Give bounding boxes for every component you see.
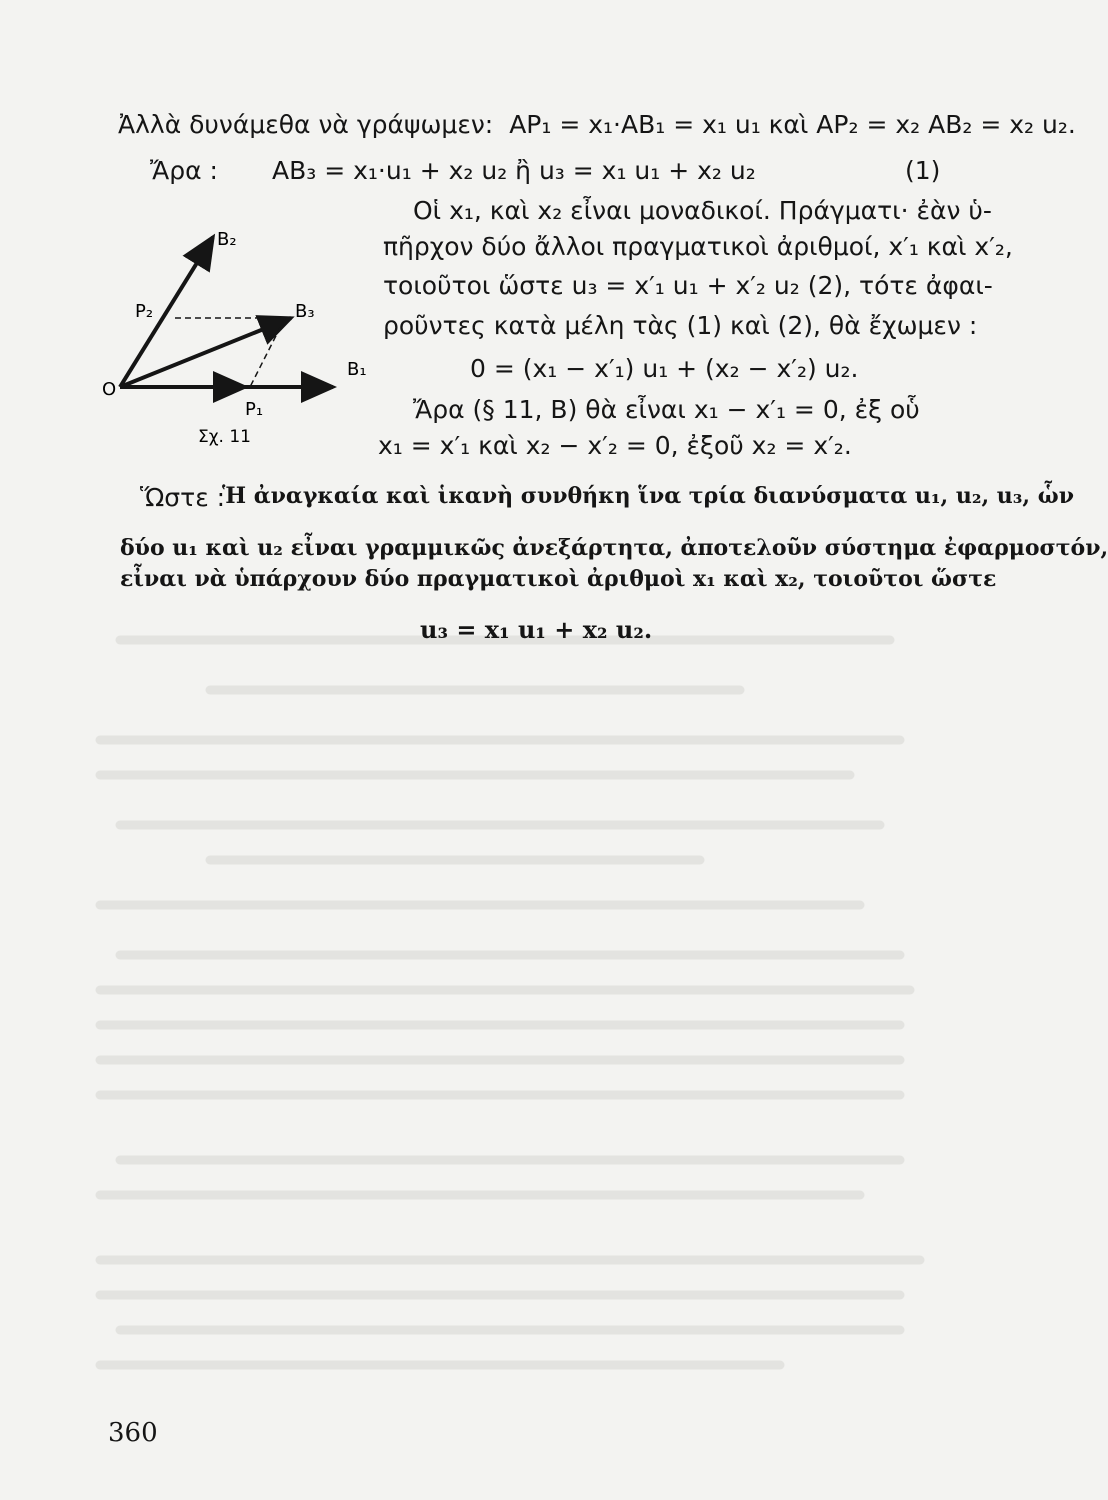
label-P1: P₁ [245,399,264,420]
theorem-line-2 [120,537,1108,559]
text-line-1 [118,112,1076,137]
theorem-line-1 [222,485,1074,507]
text-line-6 [383,313,977,338]
line-4-text: πῆρχον δύο ἄλλοι πραγματικοὶ ἀριθμοί, x′₁ καὶ x′₂, [383,232,1013,261]
line-8-text: Ἄρα (§ 11, B) θὰ εἶναι x₁ − x′₁ = 0, ἐξ οὗ [413,395,920,424]
vector-O-B3 [120,318,291,387]
theorem-equation [420,615,653,644]
label-B3: B₃ [295,301,315,322]
text-line-2 [150,158,218,183]
conclusion-prefix-text: Ὥστε : [140,483,226,512]
text-line-8 [413,397,920,422]
label-P2: P₂ [135,301,154,322]
text-line-5 [383,273,993,298]
label-B2: B₂ [217,229,237,250]
line-3-text: Οἱ x₁, καὶ x₂ εἶναι μοναδικοί. Πράγματι· ἐὰν ὑ- [413,196,992,225]
equation-2-body: 0 = (x₁ − x′₁) u₁ + (x₂ − x′₂) u₂. [470,354,859,383]
line-5-text: τοιοῦτοι ὥστε u₃ = x′₁ u₁ + x′₂ u₂ (2), τότε ἀφαι- [383,271,993,300]
page-number: 360 [108,1418,158,1448]
theorem-line-2-text: δύο u₁ καὶ u₂ εἶναι γραμμικῶς ἀνεξάρτητα, ἀποτελοῦν σύστημα ἐφαρμοστόν, [120,535,1108,561]
line-6-text: ροῦντες κατὰ μέλη τὰς (1) καὶ (2), θὰ ἔχωμεν : [383,311,978,340]
equation-number-1 [905,158,940,183]
theorem-equation-body: u₃ = x₁ u₁ + x₂ u₂. [420,615,653,644]
equation-1 [272,158,756,183]
line-1-prefix: Ἀλλὰ δυνάμεθα νὰ γράψωμεν: [118,110,494,139]
equation-2 [470,356,858,381]
theorem-line-3-text: εἶναι νὰ ὑπάρχουν δύο πραγματικοὶ ἀριθμοὶ x₁ καὶ x₂, τοιοῦτοι ὥστε [120,566,997,592]
equation-1-body: AB₃ = x₁·u₁ + x₂ u₂ ἢ u₃ = x₁ u₁ + x₂ u₂ [272,156,756,185]
text-line-9 [378,433,852,458]
label-B1: B₁ [347,359,367,380]
text-line-4 [383,234,1013,259]
label-O: O [102,379,117,400]
equation-number-1-label: (1) [905,156,941,185]
theorem-line-3 [120,568,996,590]
line-2-prefix: Ἄρα : [150,156,218,185]
vector-diagram [95,225,395,455]
line-9-text: x₁ = x′₁ καὶ x₂ − x′₂ = 0, ἐξοῦ x₂ = x′₂. [378,431,852,460]
vector-O-B2 [120,237,213,387]
line-1-math: AP₁ = x₁·AB₁ = x₁ u₁ καὶ AP₂ = x₂ AB₂ = x₂ u₂. [509,110,1076,139]
theorem-line-1-text: Ἡ ἀναγκαία καὶ ἱκανὴ συνθήκη ἵνα τρία διανύσματα u₁, u₂, u₃, ὧν [222,483,1074,509]
figure-caption: Σχ. 11 [198,427,252,447]
text-line-3 [413,198,992,223]
conclusion-prefix [140,485,225,510]
